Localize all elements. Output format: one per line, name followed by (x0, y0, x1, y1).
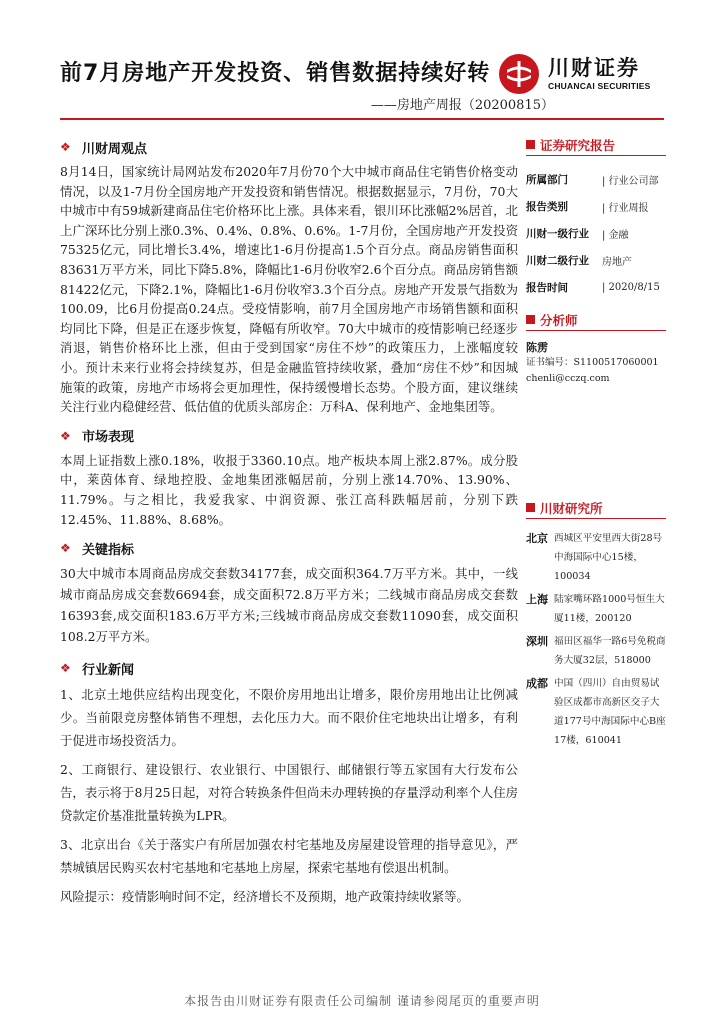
section-title: 行业新闻 (82, 662, 135, 678)
chuancai-logo-icon (498, 53, 540, 95)
analyst-name: 陈雳 (526, 341, 548, 354)
info-label: 报告类别 (526, 201, 568, 213)
report-title: 前7月房地产开发投资、销售数据持续好转 (60, 61, 491, 86)
news-item: 2、工商银行、建设银行、农业银行、中国银行、邮储银行等五家国有大行发布公告，表示将于8月25日起，对符合转换条件但尚未办理转换的存量浮动利率个人住房贷款定价基准批量转换为LPR。 (60, 762, 518, 824)
section-title: 川财周观点 (82, 141, 148, 157)
risk-warning: 风险提示：疫情影响时间不定，经济增长不及预期，地产政策持续收紧等。 (60, 889, 469, 905)
report-info-head (526, 136, 666, 156)
header-divider (60, 118, 664, 120)
page-footer: 本报告由川财证券有限责任公司编制 谨请参阅尾页的重要声明 (184, 994, 540, 1008)
info-value: | 2020/8/15 (602, 282, 660, 293)
indicators-paragraph: 30大中城市本周商品房成交套数34177套，成交面积364.7万平方米。其中，一线城市商品房成交套数6694套，成交面积72.8万平方米；二线城市商品房成交套数16393套,成交面积183.6万平方米;三线城市商品房成交套数11090套，成交面积108.2万平方米。 (60, 566, 518, 645)
office-entry (526, 674, 666, 750)
info-row (526, 193, 666, 220)
section-news-head (60, 657, 518, 679)
info-value: | 行业周报 (602, 203, 649, 214)
market-paragraph: 本周上证指数上涨0.18%，收报于3360.10点。地产板块本周上涨2.87%。成分股中，莱茵体育、绿地控股、金地集团涨幅居前，分别上涨14.70%、13.90%、11.79%。与之相比，我爱我家、中润资源、张江高科跌幅居前，分别下跌12.45%、11.88%、8.68%。 (60, 452, 518, 527)
analyst-head (526, 311, 666, 331)
office-entry (526, 632, 666, 670)
section-title: 市场表现 (82, 430, 135, 446)
report-header (60, 52, 664, 124)
info-row (526, 166, 666, 193)
info-label: 所属部门 (526, 174, 568, 186)
office-address: 中国（四川）自由贸易试验区成都市高新区交子大道177号中海国际中心B座17楼，610041 (554, 678, 666, 746)
section-views-head (60, 136, 518, 158)
logo-chinese-name: 川财证券 (548, 56, 640, 80)
institute-title: 川财研究所 (540, 500, 603, 516)
news-item: 1、北京土地供应结构出现变化，不限价房用地出让增多，限价房用地出让比例减少。当前限竞房整体销售不理想，去化压力大。而不限价住宅地块出让增多，有利于促进市场投资活力。 (60, 687, 518, 749)
diamond-bullet-icon: ❖ (60, 661, 71, 676)
diamond-bullet-icon: ❖ (60, 140, 71, 154)
office-city: 上海 (526, 593, 548, 606)
info-value: 房地产 (602, 257, 632, 268)
company-logo (498, 52, 664, 96)
office-city: 成都 (526, 677, 548, 690)
info-value: | 金融 (602, 230, 629, 241)
institute-head (526, 499, 666, 519)
info-label: 川财二级行业 (526, 255, 589, 267)
diamond-bullet-icon: ❖ (60, 428, 71, 443)
sidebar (526, 136, 666, 754)
square-bullet-icon (526, 140, 535, 149)
office-entry (526, 529, 666, 586)
office-entry (526, 590, 666, 628)
section-market-head (60, 425, 518, 447)
square-bullet-icon (526, 503, 535, 512)
office-address: 福田区福华一路6号免税商务大厦32层，518000 (554, 636, 666, 666)
analyst-email[interactable]: chenli@cczq.com (526, 373, 610, 384)
office-city: 北京 (526, 532, 548, 545)
news-item: 3、北京出台《关于落实户有所居加强农村宅基地及房屋建设管理的指导意见》，严禁城镇居民购买农村宅基地和宅基地上房屋，探索宅基地有偿退出机制。 (60, 837, 518, 876)
info-row (526, 220, 666, 247)
info-row (526, 247, 666, 274)
office-city: 深圳 (526, 635, 548, 648)
logo-english-name: CHUANCAI SECURITIES (548, 81, 651, 91)
diamond-bullet-icon: ❖ (60, 541, 71, 556)
report-subtitle: ——房地产周报（20200815） (370, 98, 554, 113)
info-label: 川财一级行业 (526, 228, 589, 240)
main-content (60, 136, 518, 914)
section-title: 关键指标 (82, 542, 135, 558)
info-label: 报告时间 (526, 282, 568, 294)
info-row (526, 274, 666, 301)
views-paragraph: 8月14日，国家统计局网站发布2020年7月份70个大中城市商品住宅销售价格变动情况，以及1-7月份全国房地产开发投资和销售情况。根据数据显示，7月份，70大中城市中有59城新建商品住宅价格环比上涨。具体来看，银川环比涨幅2%居首，北上广深环比分别上涨0.3%、0.4%、0.8%、0.6%。1-7月份，全国房地产开发投资75325亿元，同比增长3.4%，增速比1-6月份提高1.5个百分点。商品房销售面积83631万平方米，同比下降5.8%，降幅比1-6月份收窄2.6个百分点。商品房销售额81422亿元，下降2.1%，降幅比1-6月份收窄3.3个百分点。房地产开发景气指数为100.09，比6月份提高0.24点。受疫情影响，前7月全国房地产市场销售额和面积均同比下降，但是正在逐步恢复，降幅有所收窄。70大中城市的疫情影响已经逐步消退，销售价格环比上涨，但由于受到国家“房住不炒”的政策压力，上涨幅度较小。预计未来行业将会持续复苏，但是金融监管持续收紧，叠加“房住不炒”和因城施策的政策，房地产市场将会更加理性，保持缓慢增长态势。个股方面，建议继续关注行业内稳健经营、低估值的优质头部房企：万科A、保利地产、金地集团等。 (60, 164, 518, 415)
office-address: 陆家嘴环路1000号恒生大厦11楼，200120 (554, 594, 665, 624)
section-indicators-head (60, 537, 518, 559)
info-value: | 行业公司部 (602, 176, 659, 187)
analyst-cert: 证书编号：S1100517060001 (526, 357, 659, 368)
analyst-title: 分析师 (540, 312, 578, 328)
office-address: 西城区平安里西大街28号中海国际中心15楼，100034 (554, 533, 663, 582)
square-bullet-icon (526, 315, 535, 324)
report-info-title: 证券研究报告 (540, 137, 616, 153)
